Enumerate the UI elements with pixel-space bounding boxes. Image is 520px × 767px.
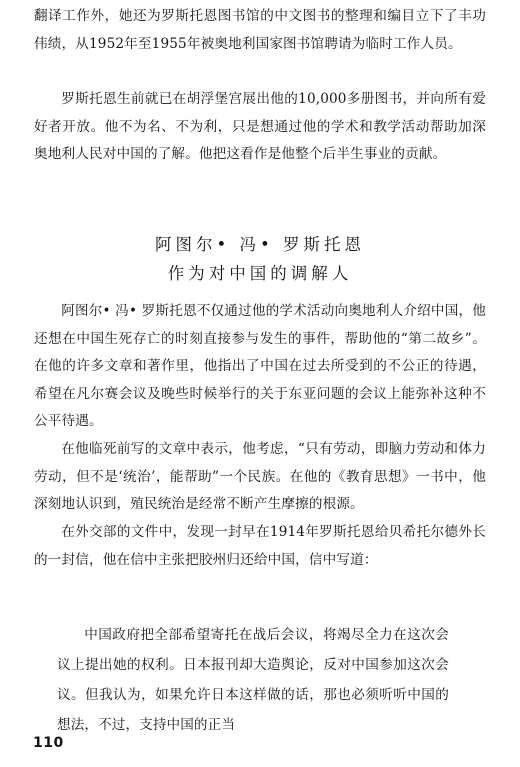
section-title-line2: 作为对中国的调解人 [167,264,353,283]
paragraph-exhibition: 罗斯托恩生前就已在胡浮堡宫展出他的10,000多册图书，并向所有爱好者开放。他不为名、不为利，只是想通过他的学术和教学活动帮助加深奥地利人民对中国的了解。他把这看作是他整个后半生事业的贡献。 [34,91,486,163]
paragraph-letter: 在外交部的文件中，发现一封早在1914年罗斯托恩给贝希托尔德外长的一封信，他在信中主张把胶州归还给中国，信中写道： [34,524,486,568]
paragraph-continuation: 翻译工作外，她还为罗斯托恩图书馆的中文图书的整理和编目立下了丰功伟绩，从1952年至1955年被奥地利国家图书馆聘请为临时工作人员。 [34,8,486,52]
block-quote: 中国政府把全部希望寄托在战后会议，将竭尽全力在这次会议上提出她的权利。日本报刊却大造舆论，反对中国参加这次会议。但我认为，如果允许日本这样做的话，那也必须听听中国的想法，不过，支持中国的正当 [57,627,449,733]
section-title-line1: 阿图尔• 冯• 罗斯托恩 [155,235,365,254]
page-number: 110 [33,735,64,751]
paragraph-labor: 在他临死前写的文章中表示，他考虑，“只有劳动，即脑力劳动和体力劳动，但不是‘统治’，能帮助”一个民族。在他的《教育思想》一书中，他深刻地认识到，殖民统治是经常不断产生摩擦的根源。 [34,441,486,513]
paragraph-mediator: 阿图尔• 冯• 罗斯托恩不仅通过他的学术活动向奥地利人介绍中国，他还想在中国生死存亡的时刻直接参与发生的事件，帮助他的“第二故乡”。在他的许多文章和著作里，他指出了中国在过去所受到的不公正的待遇，希望在凡尔赛会议及晚些时候举行的关于东亚问题的会议上能弥补这种不公平待遇。 [34,303,486,430]
